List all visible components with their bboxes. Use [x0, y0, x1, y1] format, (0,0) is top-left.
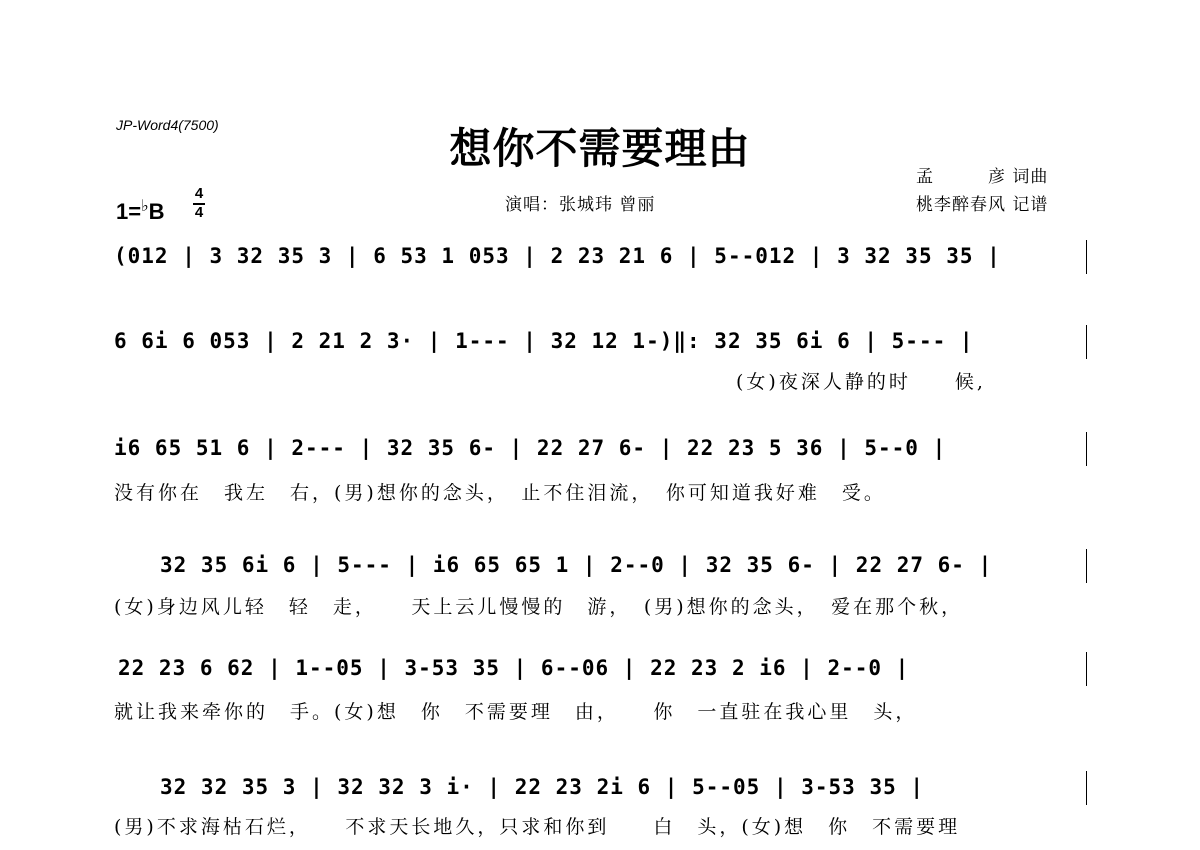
- system-1-end-barline: [1086, 240, 1087, 274]
- song-title: 想你不需要理由: [449, 124, 751, 173]
- system-5-end-barline: [1086, 652, 1087, 686]
- system-5-notes: 22 23 6 62 | 1--05 | 3-53 35 | 6--06 | 22 23 2 i6 | 2--0 |: [118, 656, 910, 680]
- software-label: JP-Word4(7500): [116, 117, 219, 133]
- system-4-lyrics: (女)身边风儿轻 轻 走， 天上云儿慢慢的 游， (男)想你的念头， 爱在那个秋，: [114, 596, 964, 618]
- transcriber-credit: 桃李醉春风 记谱: [916, 195, 1049, 215]
- system-6-end-barline: [1086, 771, 1087, 805]
- system-5-lyrics: 就让我来牵你的 手。(女)想 你 不需要理 由， 你 一直驻在我心里 头，: [114, 701, 918, 723]
- system-3-lyrics: 没有你在 我左 右，(男)想你的念头， 止不住泪流， 你可知道我好难 受。: [114, 482, 886, 504]
- system-1-notes: (012 | 3 32 35 3 | 6 53 1 053 | 2 23 21 6 | 5--012 | 3 32 35 35 |: [114, 244, 1001, 268]
- composer-credit: 孟 彦 词曲: [916, 167, 1049, 187]
- key-note: B: [148, 199, 165, 224]
- time-signature: [193, 186, 205, 221]
- system-3-notes: i6 65 51 6 | 2--- | 32 35 6- | 22 27 6- | 22 23 5 36 | 5--0 |: [114, 436, 947, 460]
- system-2-end-barline: [1086, 325, 1087, 359]
- time-signature-top: 4: [194, 185, 204, 202]
- system-6-lyrics: (男)不求海枯石烂， 不求天长地久，只求和你到 白 头，(女)想 你 不需要理: [114, 816, 961, 838]
- flat-accidental: ♭: [141, 198, 149, 215]
- system-6-notes: 32 32 35 3 | 32 32 3 i· | 22 23 2i 6 | 5--05 | 3-53 35 |: [160, 775, 925, 799]
- singers-credit: 演唱：张城玮 曾丽: [505, 195, 656, 215]
- system-2-notes: 6 6i 6 053 | 2 21 2 3· | 1--- | 32 12 1-)‖: 32 35 6i 6 | 5--- |: [114, 329, 974, 353]
- system-4-end-barline: [1086, 549, 1087, 583]
- key-signature: [116, 196, 165, 225]
- system-4-notes: 32 35 6i 6 | 5--- | i6 65 65 1 | 2--0 | 32 35 6- | 22 27 6- |: [160, 553, 993, 577]
- system-3-end-barline: [1086, 432, 1087, 466]
- system-2-lyrics: (女)夜深人静的时 候,: [736, 371, 986, 393]
- key-prefix: 1=: [116, 199, 142, 224]
- time-signature-bottom: 4: [194, 204, 204, 221]
